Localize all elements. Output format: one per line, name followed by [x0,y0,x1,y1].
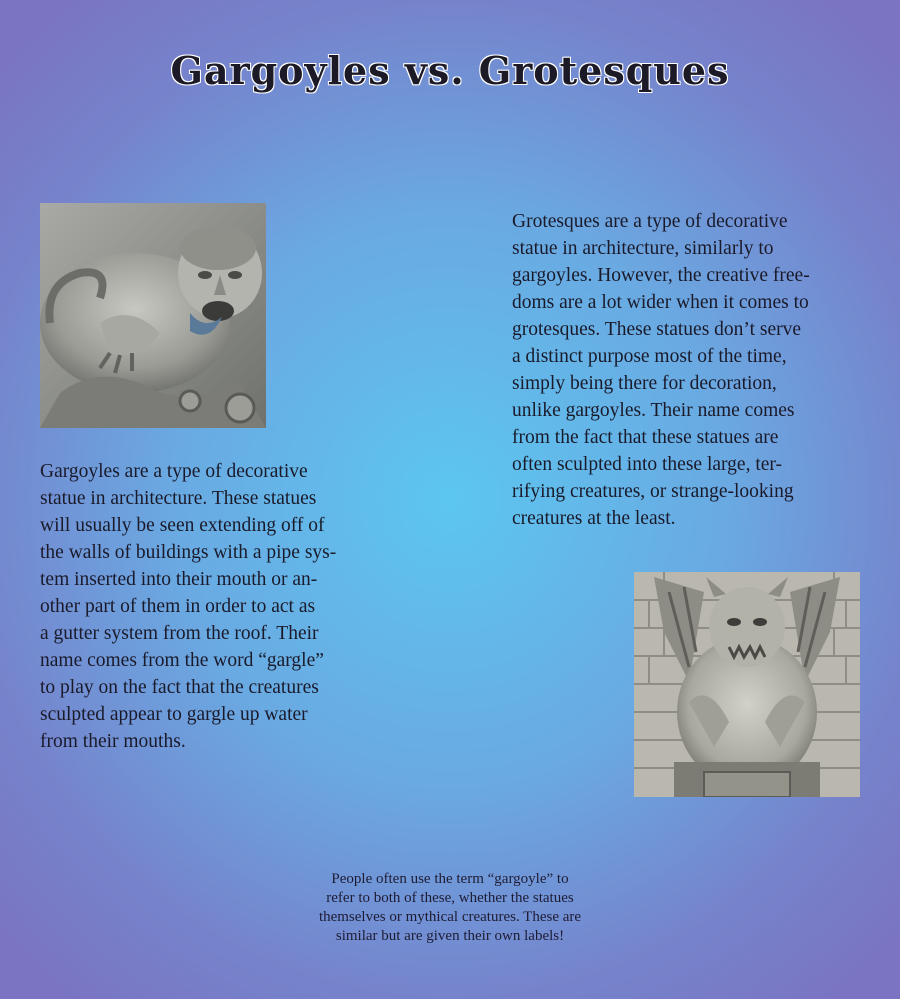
text-line: simply being there for decoration, [512,373,777,394]
footnote-line: People often use the term “gargoyle” to [331,871,569,887]
gargoyle-photo [40,203,266,428]
text-line: from the fact that these statues are [512,427,779,448]
text-line: from their mouths. [40,731,186,752]
footnote-line: similar but are given their own labels! [335,928,565,944]
text-line: will usually be seen extending off of [40,515,325,536]
grotesque-description [512,208,862,532]
text-line: to play on the fact that the creatures [40,677,319,698]
grotesque-photo [634,572,860,797]
text-line: name comes from the word “gargle” [40,650,324,671]
text-line: statue in architecture, similarly to [512,238,774,259]
footnote-line: themselves or mythical creatures. These are [318,909,582,925]
text-line: Gargoyles are a type of decorative [40,461,308,482]
text-line: sculpted appear to gargle up water [40,704,308,725]
gargoyle-description [40,458,400,755]
footnote [280,870,620,946]
text-line: Grotesques are a type of decorative [512,211,788,232]
text-line: gargoyles. However, the creative free- [512,265,810,286]
text-line: unlike gargoyles. Their name comes [512,400,795,421]
text-line: a gutter system from the roof. Their [40,623,319,644]
text-line: other part of them in order to act as [40,596,316,617]
text-line: the walls of buildings with a pipe sys- [40,542,337,563]
page-title: Gargoyles vs. Grotesques [170,48,730,93]
text-line: statue in architecture. These statues [40,488,317,509]
text-line: tem inserted into their mouth or an- [40,569,318,590]
footnote-line: refer to both of these, whether the statues [326,890,574,906]
text-line: rifying creatures, or strange-looking [512,481,794,502]
text-line: doms are a lot wider when it comes to [512,292,809,313]
text-line: creatures at the least. [512,508,676,529]
text-line: a distinct purpose most of the time, [512,346,787,367]
text-line: grotesques. These statues don’t serve [512,319,802,340]
text-line: often sculpted into these large, ter- [512,454,782,475]
